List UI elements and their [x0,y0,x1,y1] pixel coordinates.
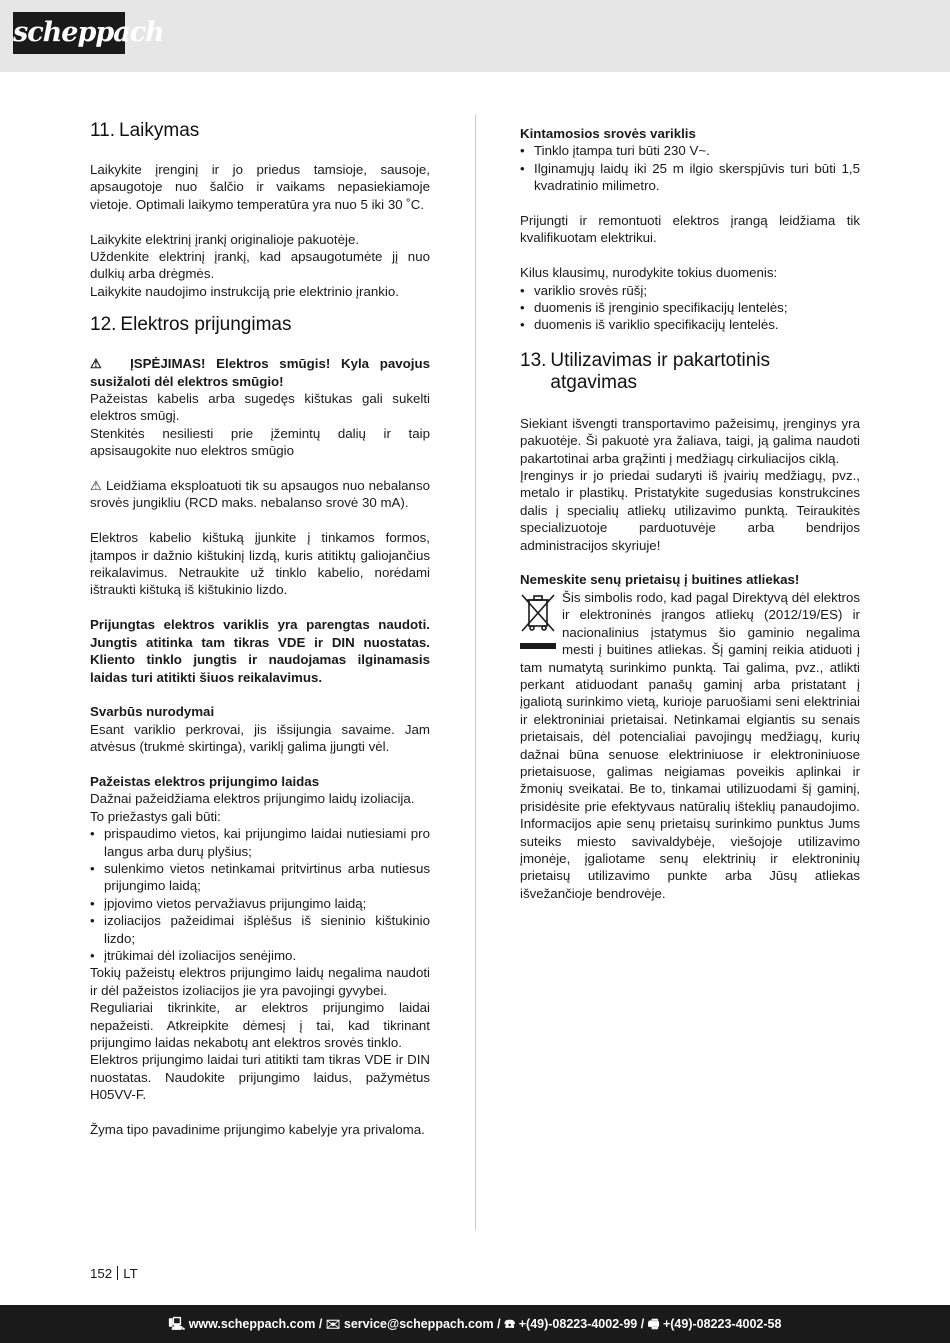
footer-website[interactable]: www.scheppach.com [188,1317,316,1331]
list-item: • Ilginamųjų laidų iki 25 m ilgio skerspjūvis turi būti 1,5 kvadratinio milimetro. [520,160,860,195]
electrician-paragraph: Prijungti ir remontuoti elektros įrangą leidžiama tik kvalifikuotam elektrikui. [520,213,860,246]
list-item: • izoliacijos pažeidimai išplėšus iš sieninio kištukinio lizdo; [90,912,430,947]
phone-icon: ☎ [504,1317,516,1331]
footer-email[interactable]: service@scheppach.com [343,1317,494,1331]
brand-logo: scheppach [13,12,125,54]
important-notes-paragraph: Esant variklio perkrovai, jis išsijungia savaime. Jam atvėsus (trukmė skirtinga), variklį galima įjungti vėl. [90,721,430,755]
storage-paragraph: Laikykite įrenginį ir jo priedus tamsioje, sausoje, apsaugotoje nuo šalčio ir vaikams nepasiekiamoje vietoje. Optimali laikymo temperatūra yra nuo 5 iki 30 ˚C. [90,162,430,212]
damaged-cable-paragraph-2: To priežastys gali būti: [90,808,221,824]
list-item: • variklio srovės rūšį; [520,282,860,299]
section-11-heading: 11. Laikymas [90,120,200,141]
motor-ready-paragraph: Prijungtas elektros variklis yra parengtas naudoti. Jungtis atitinka tam tikras VDE ir DIN nuostatas. Kliento tinklo jungtis ir naudojamas ilginamasis laidas turi atitikti šiuos reikalavimus. [90,617,430,685]
warning-triangle-icon: ⚠ [90,356,109,372]
warning-paragraph-2: Stenkitės nesiliesti prie įžemintų dalių ir taip apsisaugokite nuo elektros smūgio [90,425,430,459]
list-item: • Tinklo įtampa turi būti 230 V~. [520,142,860,159]
damaged-cable-title: Pažeistas elektros prijungimo laidas [90,773,320,789]
questions-paragraph: Kilus klausimų, nurodykite tokius duomenis: [520,265,778,281]
header-bar [0,0,950,72]
mail-icon: ✉ [325,1317,341,1331]
weee-paragraph: Šis simbolis rodo, kad pagal Direktyvą dėl elektros ir elektroninės įrangos atliekų (2012/19/ES) ir nacionalinius įstatymus šio gaminio negalima mesti į buitines atliekas. Šį gaminį reikia atiduoti į tam numatytą surinkimo punktą. Tai galima, pvz., atlikti perkant atiduodant panašų gaminį arba pristatant į įgaliotą surinkimo vietą, kurioje paruošiami seni elektriniai ir elektroniniai prietaisai. Netinkamai elgiantis su senais prietaisais, dėl potencialiai pavojingų medžiagų, kurių dažnai būna senuose elektriniuose ir elektroniniuose prietaisuose, galimas neigiamas poveikis aplinkai ir žmonių sveikatai. Be to, tinkamai utilizuodami šį gaminį, prisidėsite prie efektyvaus natūralių išteklių panaudojimo. Informacijos apie senų prietaisų surinkimo punktus Jums suteiks miesto savivaldybėje, viešojoje utilizavimo įmonėje, įgaliotame senų elektrinių ir elektroninių prietaisų utilizavimo punkte arba Jūsų atliekas išvežančioje bendrovėje. [520,589,860,901]
damaged-cable-paragraph-6: Žyma tipo pavadinime prijungimo kabelyje yra privaloma. [90,1122,425,1138]
fax-icon: 🖷 [647,1317,660,1331]
rcd-warning: ⚠ Leidžiama eksploatuoti tik su apsaugos nuo nebalanso srovės jungikliu (RCD maks. nebalanso srovė 30 mA). [90,478,430,511]
list-item: • įtrūkimai dėl izoliacijos senėjimo. [90,947,430,964]
list-item: • duomenis iš įrenginio specifikacijų lentelės; [520,299,860,316]
list-item: • įpjovimo vietos pervažiavus prijungimo laidą; [90,895,430,912]
left-column [90,120,430,1138]
section-12-heading: 12. Elektros prijungimas [90,314,292,336]
footer-bar: 🖳 www.scheppach.com / ✉ service@scheppach.com / ☎ +(49)-08223-4002-99 / 🖷 +(49)-08223-4002-58 [0,1305,950,1343]
damaged-cable-paragraph-5: Elektros prijungimo laidai turi atitikti tam tikras VDE ir DIN nuostatas. Naudokite prijungimo laidus, pažymėtus H05VV-F. [90,1052,430,1103]
weee-block [520,589,860,902]
storage-line-1: Laikykite elektrinį įrankį originalioje pakuotėje. [90,231,360,247]
storage-line-3: Laikykite naudojimo instrukciją prie elektrinio įrankio. [90,283,399,299]
warning-title: ⚠ ĮSPĖJIMAS! Elektros smūgis! Kyla pavojus susižaloti dėl elektros smūgio! [90,356,431,389]
footer-phone: +(49)-08223-4002-99 [518,1317,638,1331]
column-divider [475,115,476,1230]
damaged-cable-paragraph-3: Tokių pažeistų elektros prijungimo laidų negalima naudoti ir dėl pažeistos izoliacijos jie yra pavojingi gyvybei. [90,965,430,998]
section-13-heading: 13. Utilizavimas ir pakartotinis atgavimas [520,349,771,393]
right-column [520,125,860,902]
storage-line-2: Uždenkite elektrinį įrankį, kad apsaugotumėte jį nuo dulkių arba drėgmės. [90,249,430,282]
list-item: • prispaudimo vietos, kai prijungimo laidai nutiesiami pro langus arba durų plyšius; [90,825,430,860]
warning-paragraph-1: Pažeistas kabelis arba sugedęs kištukas gali sukelti elektros smūgį. [90,391,430,424]
list-item: • duomenis iš variklio specifikacijų lentelės. [520,316,860,333]
ac-motor-title: Kintamosios srovės variklis [520,126,696,141]
important-notes-title: Svarbūs nurodymai [90,704,215,720]
ac-motor-list [520,142,860,194]
footer-fax: +(49)-08223-4002-58 [662,1317,782,1331]
computer-icon: 🖳 [168,1317,186,1331]
disposal-paragraph-2: Įrenginys ir jo priedai sudaryti iš įvairių medžiagų, pvz., metalo ir plastikų. Pristatykite sugedusias konstrukcines dalis į specialių atliekų utilizavimo punktą. Teiraukitės specializuotoje parduotuvėje arba bendrijos administracijos skyriuje! [520,468,860,553]
list-item: • sulenkimo vietos netinkamai pritvirtinus arba nutiesus prijungimo laidą; [90,860,430,895]
cable-causes-list [90,825,430,964]
damaged-cable-paragraph-4: Reguliariai tikrinkite, ar elektros prijungimo laidai nepažeisti. Atkreipkite dėmesį į tai, kad tikrinant prijungimo laidas nekabotų ant elektros srovės tinklo. [90,1000,430,1050]
crossed-bin-icon [520,591,556,651]
questions-list [520,282,860,334]
page-number: 152 LT [90,1266,138,1281]
plug-paragraph: Elektros kabelio kištuką įjunkite į tinkamos formos, įtampos ir dažnio kištukinį lizdą, kuris atitiktų galiojančius reikalavimus. Netraukite už tinklo kabelio, norėdami ištraukti kištuką iš kištukinio lizdo. [90,530,430,598]
disposal-paragraph-1: Siekiant išvengti transportavimo pažeisimų, įrenginys yra pakuotėje. Ši pakuotė yra žaliava, taigi, ją galima naudoti pakartotinai arba grąžinti į medžiagų cirkuliacijos ciklą. [520,415,860,466]
weee-title: Nemeskite senų prietaisų į buitines atliekas! [520,572,800,588]
damaged-cable-paragraph-1: Dažnai pažeidžiama elektros prijungimo laidų izoliacija. [90,791,415,807]
warning-triangle-icon: ⚠ [90,478,102,494]
